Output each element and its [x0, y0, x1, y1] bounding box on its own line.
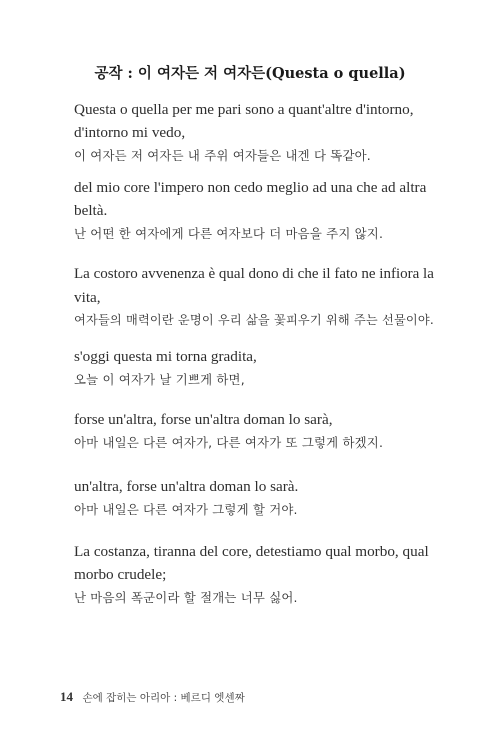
stanza	[74, 408, 434, 454]
korean-translation-line: 여자들의 매력이란 운명이 우리 삶을 꽃피우기 위해 주는 선물이야.	[74, 313, 434, 327]
stanza	[74, 98, 434, 167]
running-book-title: 손에 잡히는 아리아 : 베르디 엣센짜	[82, 692, 245, 704]
stanza	[74, 263, 434, 332]
page-footer	[60, 689, 245, 705]
korean-translation-line: 아마 내일은 다른 여자가, 다른 여자가 또 그렇게 하겠지.	[74, 435, 384, 450]
stanza	[74, 540, 434, 609]
italian-lyric-line: beltà.	[74, 202, 108, 219]
korean-translation-line: 난 마음의 폭군이라 할 절개는 너무 싫어.	[74, 590, 298, 605]
stanza	[74, 345, 434, 391]
italian-lyric-line: La costanza, tiranna del core, detestiamo qual morbo, qual	[74, 543, 429, 560]
page-number: 14	[60, 689, 73, 704]
stanza	[74, 176, 434, 245]
italian-lyric-line: del mio core l'impero non cedo meglio ad una che ad altra	[74, 179, 427, 196]
aria-title: 공작 : 이 여자든 저 여자든(Questa o quella)	[94, 65, 406, 82]
italian-lyric-line: vita,	[74, 289, 101, 306]
italian-lyric-line: Questa o quella per me pari sono a quant'altre d'intorno,	[74, 101, 414, 118]
italian-lyric-line: forse un'altra, forse un'altra doman lo sarà,	[74, 411, 333, 428]
italian-lyric-line: La costoro avvenenza è qual dono di che il fato ne infiora la	[74, 266, 434, 282]
italian-lyric-line: un'altra, forse un'altra doman lo sarà.	[74, 478, 299, 495]
korean-translation-line: 이 여자든 저 여자든 내 주위 여자들은 내겐 다 똑같아.	[74, 148, 371, 163]
korean-translation-line: 오늘 이 여자가 날 기쁘게 하면,	[74, 372, 245, 387]
italian-lyric-line: s'oggi questa mi torna gradita,	[74, 348, 257, 365]
italian-lyric-line: morbo crudele;	[74, 566, 167, 583]
italian-lyric-line: d'intorno mi vedo,	[74, 124, 186, 141]
stanza	[74, 475, 434, 521]
korean-translation-line: 아마 내일은 다른 여자가 그렇게 할 거야.	[74, 502, 298, 517]
korean-translation-line: 난 어떤 한 여자에게 다른 여자보다 더 마음을 주지 않지.	[74, 226, 384, 241]
